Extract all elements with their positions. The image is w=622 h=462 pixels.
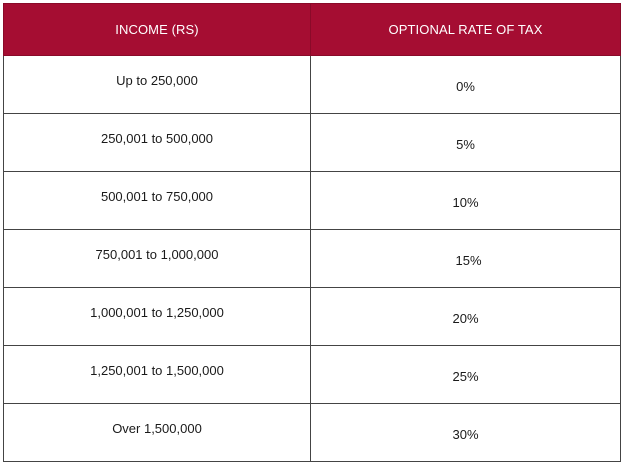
income-cell: Over 1,500,000: [4, 404, 311, 462]
income-cell: 1,000,001 to 1,250,000: [4, 288, 311, 346]
rate-cell: 10%: [311, 172, 621, 230]
income-cell: 750,001 to 1,000,000: [4, 230, 311, 288]
column-header-income: INCOME (RS): [4, 4, 311, 56]
table-row: [4, 172, 621, 230]
rate-cell: 5%: [311, 114, 621, 172]
table-row: [4, 56, 621, 114]
tax-rate-table: [3, 3, 621, 462]
table-row: [4, 346, 621, 404]
rate-cell: 15%: [311, 230, 621, 288]
rate-cell: 0%: [311, 56, 621, 114]
table-row: [4, 288, 621, 346]
table-header-row: [4, 4, 621, 56]
table-row: [4, 230, 621, 288]
income-cell: Up to 250,000: [4, 56, 311, 114]
table-row: [4, 404, 621, 462]
column-header-rate: OPTIONAL RATE OF TAX: [311, 4, 621, 56]
rate-cell: 30%: [311, 404, 621, 462]
income-cell: 500,001 to 750,000: [4, 172, 311, 230]
rate-cell: 25%: [311, 346, 621, 404]
income-cell: 1,250,001 to 1,500,000: [4, 346, 311, 404]
table-row: [4, 114, 621, 172]
rate-cell: 20%: [311, 288, 621, 346]
income-cell: 250,001 to 500,000: [4, 114, 311, 172]
